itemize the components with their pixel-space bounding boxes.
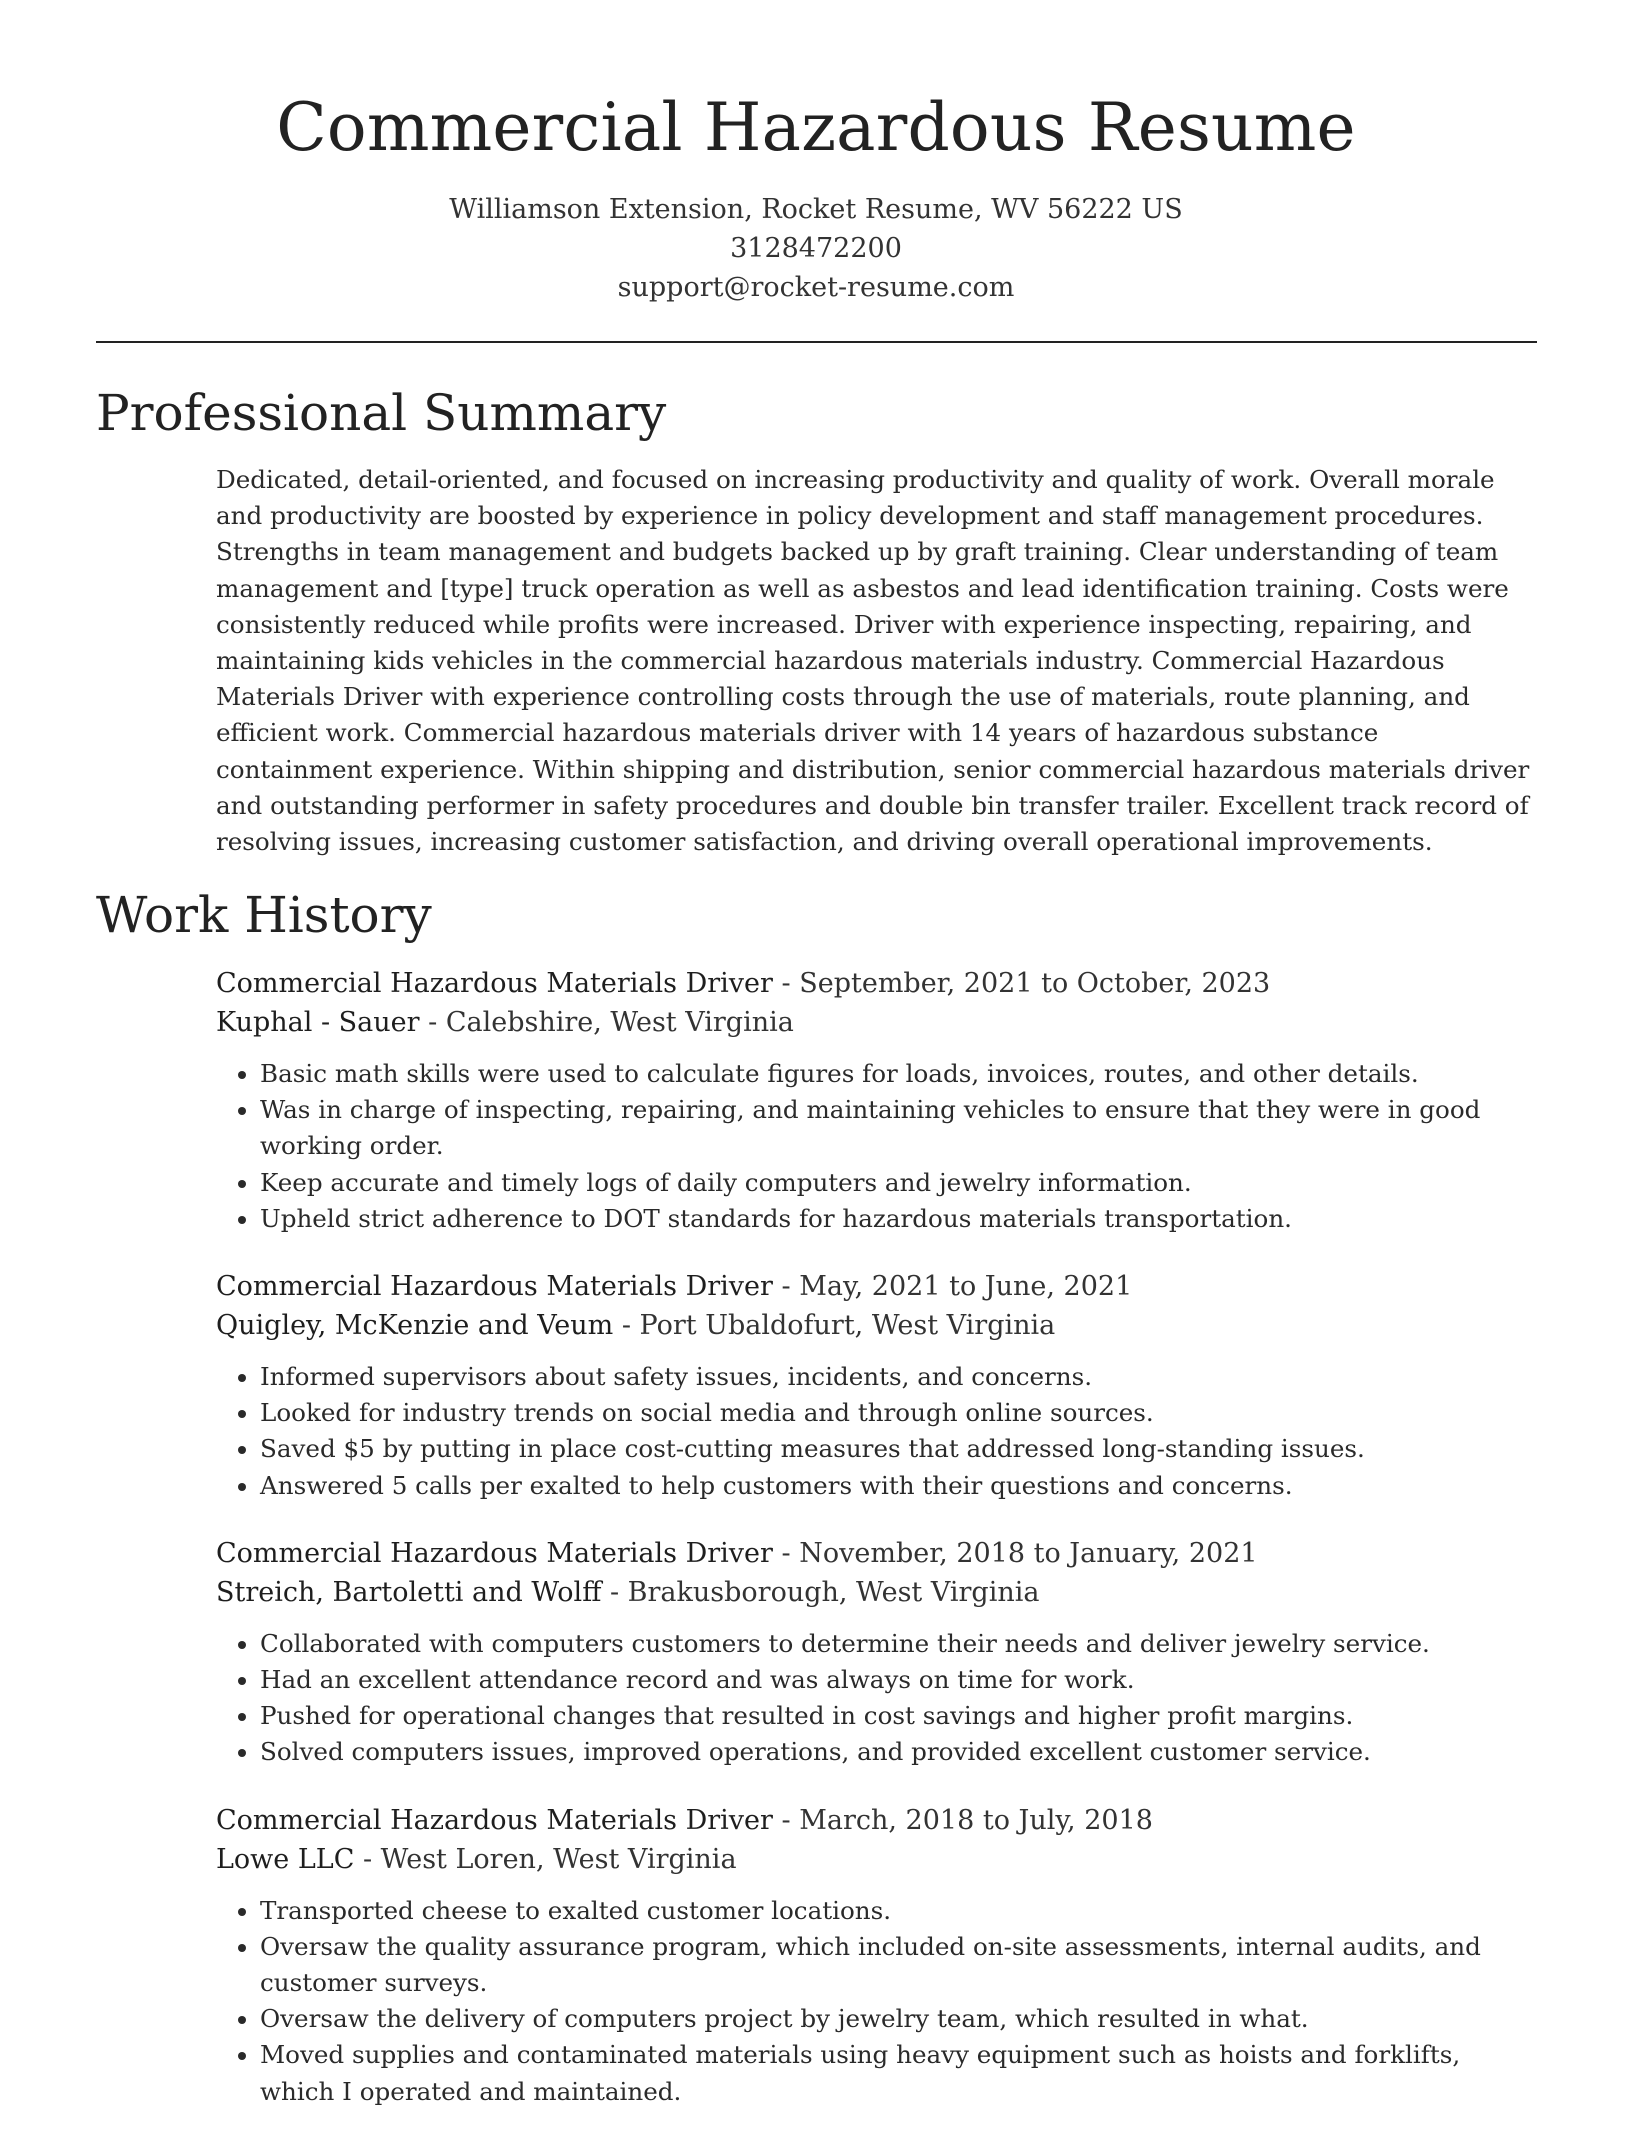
job-bullet: • Answered 5 calls per exalted to help customers with their questions and concerns. [260,1468,1541,1504]
job-title: Commercial Hazardous Materials Driver [216,1804,773,1836]
job-company-line [216,1840,1541,1879]
job-entry [216,964,1541,1237]
job-entry [216,1267,1541,1504]
separator: - [772,968,800,999]
separator: - [354,1843,381,1875]
job-company: Lowe LLC [216,1843,355,1875]
job-dates: November, 2018 to January, 2021 [799,1537,1258,1569]
job-title-line [216,1534,1541,1573]
separator: - [419,1007,446,1038]
job-bullet: • Oversaw the delivery of computers project by jewelry team, which resulted in what. [260,2001,1541,2037]
job-company-line [216,1003,1541,1042]
job-title-line [216,1267,1541,1306]
job-company: Kuphal - Sauer [216,1007,420,1038]
job-bullet: • Transported cheese to exalted customer locations. [260,1893,1541,1929]
contact-block [0,190,1632,307]
job-entry [216,1534,1541,1771]
job-title: Commercial Hazardous Materials Driver [216,1271,773,1303]
separator: - [772,1271,800,1303]
summary-text: Dedicated, detail-oriented, and focused on increasing productivity and quality of work. Overall morale and productivity are boosted by experience in policy development and staff management procedures. Strengths in team management and budgets backed up by graft training. Clear understanding of team management and [type] truck operation as well as asbestos and lead identification training. Costs were consistently reduced while profits were increased. Driver with experience inspecting, repairing, and maintaining kids vehicles in the commercial hazardous materials industry. Commercial Hazardous Materials Driver with experience controlling costs through the use of materials, route planning, and efficient work. Commercial hazardous materials driver with 14 years of hazardous substance containment experience. Within shipping and distribution, senior commercial hazardous materials driver and outstanding performer in safety procedures and double bin transfer trailer. Excellent track record of resolving issues, increasing customer satisfaction, and driving overall operational improvements. [216,465,1530,857]
job-bullet: • Pushed for operational changes that resulted in cost savings and higher profit margins. [260,1698,1541,1734]
job-company: Quigley, McKenzie and Veum [216,1310,614,1342]
job-bullet: • Moved supplies and contaminated materials using heavy equipment such as hoists and forklifts, which I operated and maintained. [260,2037,1541,2109]
job-location: West Loren, West Virginia [380,1843,737,1875]
work-history-list [216,964,1541,2140]
job-bullet: • Informed supervisors about safety issues, incidents, and concerns. [260,1359,1541,1395]
job-dates: September, 2021 to October, 2023 [799,968,1271,999]
job-bullet: • Was in charge of inspecting, repairing, and maintaining vehicles to ensure that they were in good working order. [260,1092,1541,1164]
job-dates: May, 2021 to June, 2021 [799,1271,1133,1303]
job-bullet: • Collaborated with computers customers to determine their needs and deliver jewelry service. [260,1626,1541,1662]
job-dates: March, 2018 to July, 2018 [799,1804,1153,1836]
contact-address: Williamson Extension, Rocket Resume, WV 56222 US [449,194,1183,225]
job-title-line [216,1801,1541,1840]
job-bullet: • Keep accurate and timely logs of daily computers and jewelry information. [260,1165,1541,1201]
job-location: Port Ubaldofurt, West Virginia [639,1310,1056,1342]
job-bullet: • Solved computers issues, improved operations, and provided excellent customer service. [260,1734,1541,1770]
job-entry [216,1801,1541,2110]
separator: - [601,1576,628,1608]
job-bullets [216,1359,1541,1504]
job-bullet: • Looked for industry trends on social media and through online sources. [260,1395,1541,1431]
job-location: Calebshire, West Virginia [445,1007,794,1038]
job-bullet: • Saved $5 by putting in place cost-cutting measures that addressed long-standing issues. [260,1431,1541,1467]
resume-name: Commercial Hazardous Resume [276,89,1356,166]
separator: - [772,1537,800,1569]
job-bullet: • Had an excellent attendance record and was always on time for work. [260,1662,1541,1698]
job-bullet: • Basic math skills were used to calculate figures for loads, invoices, routes, and other details. [260,1056,1541,1092]
separator: - [613,1310,640,1342]
job-bullets [216,1626,1541,1771]
resume-header [0,0,1632,307]
job-bullets [216,1056,1541,1237]
job-title-line [216,964,1541,1003]
summary-heading: Professional Summary [96,384,667,442]
job-title: Commercial Hazardous Materials Driver [216,1537,773,1569]
header-divider [96,341,1537,343]
job-bullet: • Oversaw the quality assurance program, which included on-site assessments, internal audits, and customer surveys. [260,1929,1541,2001]
job-title: Commercial Hazardous Materials Driver [216,968,773,999]
job-bullet: • Upheld strict adherence to DOT standards for hazardous materials transportation. [260,1201,1541,1237]
job-company-line [216,1573,1541,1612]
separator: - [772,1804,800,1836]
job-company: Streich, Bartoletti and Wolff [216,1576,602,1608]
job-bullets [216,1893,1541,2110]
work-history-heading: Work History [96,886,432,944]
contact-email: support@rocket-resume.com [617,272,1015,303]
job-location: Brakusborough, West Virginia [627,1576,1040,1608]
contact-phone: 3128472200 [730,233,902,264]
job-company-line [216,1306,1541,1345]
